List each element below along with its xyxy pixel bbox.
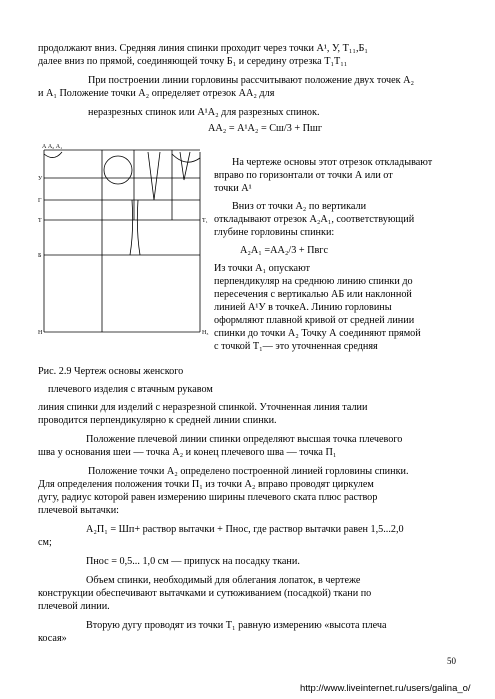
formula: АА₂ = А¹А₂ = Сш/3 + Пшг — [208, 123, 323, 134]
paragraph-line: далее вниз по прямой, соединяющей точку Б₁ и середину отрезка Т₁Т₁₁ — [38, 56, 348, 67]
paragraph-line: Объем спинки, необходимый для облегания лопаток, в чертеже — [86, 575, 361, 586]
paragraph-line: пересечения с вертикалью АБ или наклонной — [214, 289, 412, 300]
formula: А₂П₁ = Шп+ раствор вытачки + Пнос, где раствор вытачки равен 1,5...2,0 — [86, 524, 404, 535]
paragraph-line: Вниз от точки А₂ по вертикали — [232, 201, 367, 212]
paragraph-line: неразрезных спинок или А¹А₂ для разрезных спинок. — [88, 107, 320, 118]
paragraph-line: конструкции обеспечивают вытачками и сутюживанием (посадкой) ткани по — [38, 588, 372, 599]
paragraph-line: вправо по горизонтали от точки А или от — [214, 170, 393, 181]
paragraph-line: Из точки А₁ опускают — [214, 263, 311, 274]
paragraph-line: перпендикуляр на среднюю линию спинки до — [214, 276, 413, 287]
figure-label-y: У — [38, 176, 43, 182]
formula: см; — [38, 537, 52, 548]
figure-label-b: Б — [38, 253, 42, 259]
paragraph-line: На чертеже основы этот отрезок откладывают — [232, 157, 433, 168]
paragraph-line: проводится перпендикулярно к средней линии спинки. — [38, 415, 277, 426]
paragraph-line: шва у основания шеи — точка А₂ и конец плечевого шва — точка П₁ — [38, 447, 337, 458]
paragraph-line: спинки до точки А₂ Точку А соединяют прямой — [214, 328, 421, 339]
figure-label-g: Г — [38, 198, 42, 204]
figure-label-n: Н — [38, 330, 43, 336]
paragraph-line: плечевой линии. — [38, 601, 110, 612]
page-number: 50 — [447, 656, 456, 666]
pattern-draft-figure — [38, 140, 210, 340]
paragraph-line: косая» — [38, 633, 67, 644]
figure-label-n3: Н₃ — [202, 330, 209, 336]
paragraph-line: плечевой вытачки: — [38, 505, 119, 516]
paragraph-line: откладывают отрезок А₂А₁, соответствующий — [214, 214, 415, 225]
figure-caption: Рис. 2.9 Чертеж основы женского — [38, 366, 184, 377]
paragraph-line: точки А¹ — [214, 183, 252, 194]
formula: Пнос = 0,5... 1,0 см — припуск на посадку ткани. — [86, 556, 300, 567]
figure-label-t: Т — [38, 218, 42, 224]
paragraph-line: линия спинки для изделий с неразрезной спинкой. Уточненная линия талии — [38, 402, 368, 413]
paragraph-line: глубине горловины спинки: — [214, 227, 335, 238]
footer-url: http://www.liveinternet.ru/users/galina_o/ — [300, 683, 471, 694]
figure-caption: плечевого изделия с втачным рукавом — [48, 384, 213, 395]
figure-label-top: А А₂ А₁ — [42, 144, 63, 150]
paragraph-line: и А₁ Положение точки А₂ определяет отрезок АА₂ для — [38, 88, 275, 99]
paragraph-line: Для определения положения точки П₁ из точки А₂ вправо проводят циркулем — [38, 479, 374, 490]
paragraph-line: Положение плечевой линии спинки определяют высшая точка плечевого — [86, 434, 403, 445]
formula: А₂А₁ =АА₂/3 + Пвгс — [240, 245, 329, 256]
paragraph-line: При построении линии горловины рассчитывают положение двух точек А₂ — [88, 75, 415, 86]
paragraph-line: Вторую дугу проводят из точки Т₁ равную измерению «высота плеча — [86, 620, 387, 631]
paragraph-line: оформляют плавной кривой от средней линии — [214, 315, 415, 326]
paragraph-line: линией А¹У в точкеА. Линию горловины — [214, 302, 392, 313]
paragraph-line: дугу, радиус которой равен измерению ширины плечевого ската плюс раствор — [38, 492, 378, 503]
figure-label-t1: Т₁ — [202, 218, 208, 224]
paragraph-line: продолжают вниз. Средняя линия спинки проходит через точки А¹, У, Т₁₁,Б₁ — [38, 43, 368, 54]
paragraph-line: с точкой Т₁— это уточненная средняя — [214, 341, 378, 352]
paragraph-line: Положение точки А₂ определено построенной линией горловины спинки. — [88, 466, 409, 477]
